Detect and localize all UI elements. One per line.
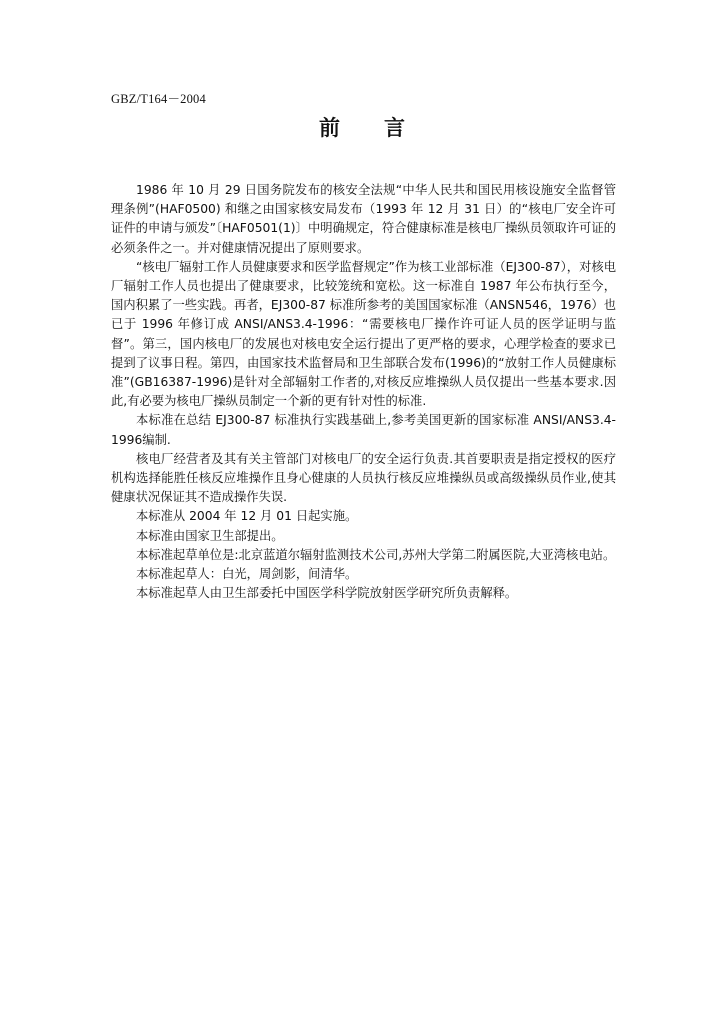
paragraph: 本标准起草人：白光，周剑影，间清华。 <box>136 567 358 582</box>
paragraph: 本标准从 2004 年 12 月 01 日起实施。 <box>136 509 358 524</box>
paragraph: 本标准起草单位是:北京蓝道尔辐射监测技术公司,苏州大学第二附属医院,大亚湾核电站。 <box>136 547 616 562</box>
paragraph: 本标准由国家卫生部提出。 <box>136 528 284 543</box>
foreword-body <box>111 181 616 603</box>
paragraph: 本标准起草人由卫生部委托中国医学科学院放射医学研究所负责解释。 <box>136 586 518 601</box>
page-title: 前言 <box>319 116 449 140</box>
standard-code: GBZ/T164－2004 <box>111 92 206 106</box>
paragraph: 1986 年 10 月 29 日国务院发布的核安全法规“中华人民共和国民用核设施安全监督管理条例”(HAF0500) 和继之由国家核安局发布（1993 年 12 月 31 日）的“核电厂安全许可证件的申请与颁发”〔HAF0501(1)〕中明确规定，符合健康标准是核电厂操纵员领取许可证的必须条件之一。并对健康情况提出了原则要求。 <box>111 183 616 255</box>
paragraph: 核电厂经营者及其有关主管部门对核电厂的安全运行负责.其首要职责是指定授权的医疗机构选择能胜任核反应堆操作且身心健康的人员执行核反应堆操纵员或高级操纵员作业,使其健康状况保证其不造成操作失误. <box>111 451 616 505</box>
paragraph: 本标准在总结 EJ300-87 标准执行实践基础上,参考美国更新的国家标准 ANSI/ANS3.4-1996编制. <box>111 413 616 447</box>
paragraph: “核电厂辐射工作人员健康要求和医学监督规定”作为核工业部标准（EJ300-87），对核电厂辐射工作人员也提出了健康要求，比较笼统和宽松。这一标准自 1987 年公布执行至今，国内积累了一些实践。再者，EJ300-87 标准所参考的美国国家标准（ANSN546，1976）也已于 1996 年修订成 ANSI/ANS3.4-1996：“需要核电厂操作许可证人员的医学证明与监督”。第三，国内核电厂的发展也对核电安全运行提出了更严格的要求，心理学检查的要求已提到了议事日程。第四，由国家技术监督局和卫生部联合发布(1996)的“放射工作人员健康标准”(GB16387-1996)是针对全部辐射工作者的,对核反应堆操纵人员仅提出一些基本要求.因此,有必要为核电厂操纵员制定一个新的更有针对性的标准. <box>111 259 616 409</box>
